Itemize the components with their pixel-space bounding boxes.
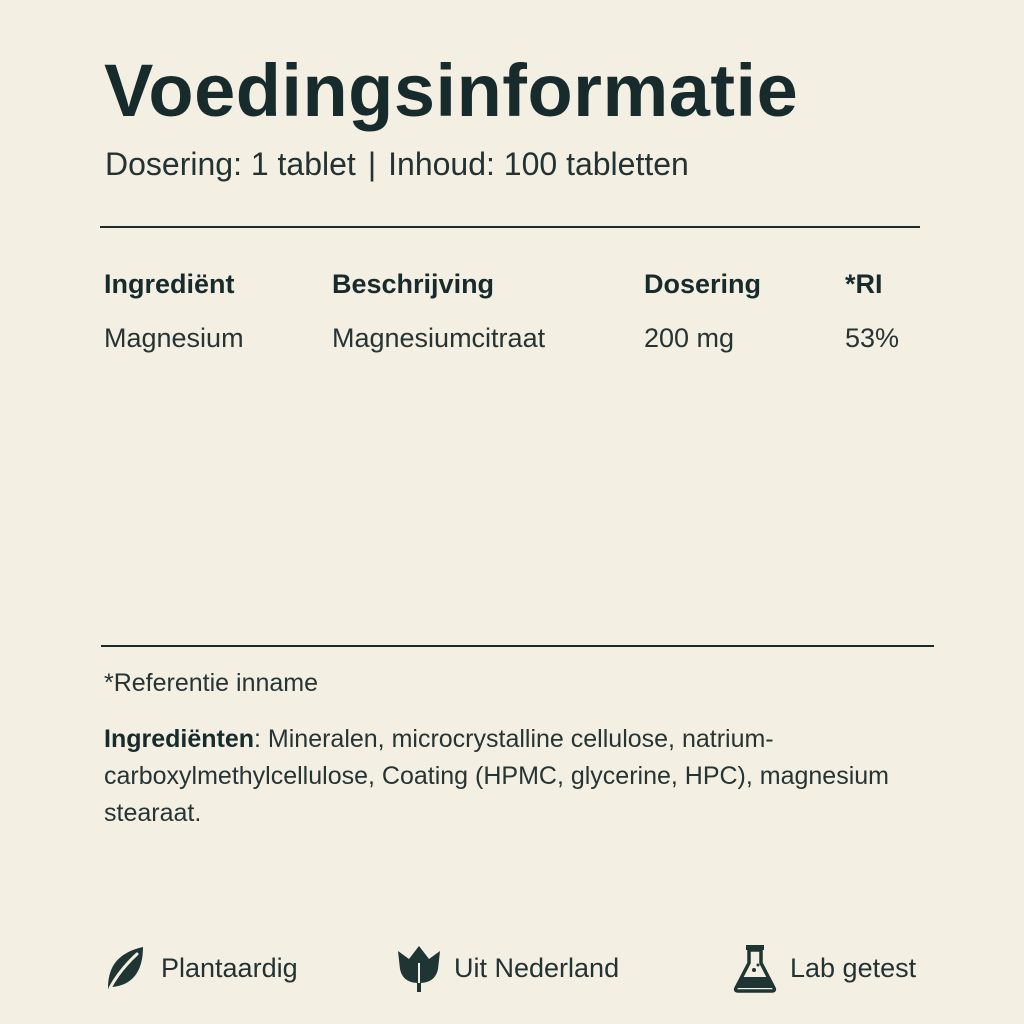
subtitle-separator: | — [367, 146, 377, 182]
ingredients-text: : Mineralen, microcrystalline cellulose, natrium-carboxylmethylcellulose, Coating (HPMC, glycerine, HPC), magnesium stearaat. — [104, 725, 889, 827]
badge-lab-tested — [732, 942, 916, 994]
table-cell-ri: 53% — [845, 323, 900, 353]
table-cell-dosage: 200 mg — [644, 323, 735, 353]
badge-label: Plantaardig — [161, 952, 298, 983]
badge-label: Uit Nederland — [454, 952, 620, 983]
ingredients-label: Ingrediënten — [104, 725, 255, 753]
tulip-icon — [396, 943, 442, 993]
badge-label: Lab getest — [790, 952, 917, 983]
reference-intake-note: *Referentie inname — [104, 669, 319, 697]
ingredients-list — [104, 721, 894, 832]
table-cell-description: Magnesiumcitraat — [332, 323, 546, 353]
badge-plant-based — [103, 942, 298, 994]
table-cell-ingredient: Magnesium — [104, 323, 244, 353]
top-divider — [100, 226, 920, 228]
content-info: Inhoud: 100 tabletten — [388, 146, 689, 182]
bottom-divider — [101, 645, 934, 647]
column-header-ingredient: Ingrediënt — [104, 269, 235, 299]
column-header-dosage: Dosering — [644, 269, 762, 299]
flask-icon — [732, 943, 778, 993]
leaf-icon — [103, 943, 149, 993]
page-title: Voedingsinformatie — [104, 49, 799, 132]
column-header-ri: *RI — [845, 269, 883, 299]
product-subtitle — [105, 145, 689, 183]
badge-from-netherlands — [396, 942, 619, 994]
dosage-info: Dosering: 1 tablet — [105, 146, 356, 182]
column-header-description: Beschrijving — [332, 269, 495, 299]
